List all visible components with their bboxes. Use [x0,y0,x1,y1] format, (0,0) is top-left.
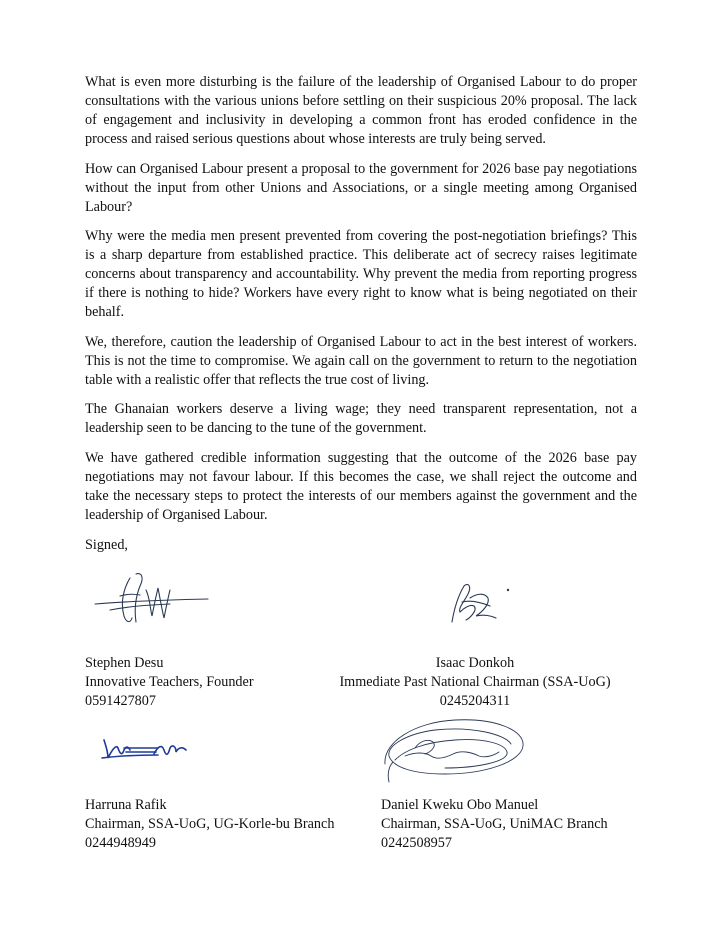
signatory-2-name: Isaac Donkoh [435,655,515,671]
signature-stephen-desu [90,568,220,630]
paragraph-5: The Ghanaian workers deserve a living wage; they need transparent representation, not a leadership seen to be dancing to the tune of the government. [85,401,637,436]
signatory-3-phone: 0244948949 [85,835,156,851]
signatory-1-name: Stephen Desu [85,655,164,671]
paragraph-2: How can Organised Labour present a proposal to the government for 2026 base pay negotiations without the input from other Unions and Associations, or a single meeting among Organised Labour? [85,160,637,215]
signatory-3-name: Harruna Rafik [85,797,167,813]
paragraph-6: We have gathered credible information suggesting that the outcome of the 2026 base pay negotiations may not favour labour. If this becomes the case, we shall reject the outcome and take the necessary steps to protect the interests of our members against the government and the leadership of Organised Labour. [85,449,637,523]
paragraph-4: We, therefore, caution the leadership of Organised Labour to act in the best interest of workers. This is not the time to compromise. We again call on the government to return to the negotiation table with a realistic offer that reflects the true cost of living. [85,333,637,388]
signatory-1 [85,654,254,711]
signatory-2 [330,654,620,711]
signatory-4-name: Daniel Kweku Obo Manuel [381,797,539,813]
letter-body [85,73,637,535]
signature-isaac-donkoh [440,578,520,628]
signature-daniel-manuel [375,712,535,787]
signatory-1-phone: 0591427807 [85,693,156,709]
signatory-4-title: Chairman, SSA-UoG, UniMAC Branch [381,816,608,832]
signatory-2-title: Immediate Past National Chairman (SSA-UoG) [339,674,611,690]
signatory-4-phone: 0242508957 [381,835,452,851]
signatory-3 [85,796,334,853]
signed-label: Signed, [85,537,128,553]
signatory-3-title: Chairman, SSA-UoG, UG-Korle-bu Branch [85,816,335,832]
signatory-1-title: Innovative Teachers, Founder [85,674,254,690]
paragraph-3: Why were the media men present prevented from covering the post-negotiation briefings? This is a sharp departure from established practice. This deliberate act of secrecy raises legitimate concerns about transparency and accountability. Why prevent the media from reporting progress if there is nothing to hide? Workers have every right to know what is being negotiated on their behalf. [85,228,637,320]
paragraph-1: What is even more disturbing is the failure of the leadership of Organised Labour to do proper consultations with the various unions before settling on their suspicious 20% proposal. The lack of engagement and inclusivity in developing a common front has eroded confidence in the process and raised serious questions about whose interests are truly being served. [85,74,637,147]
signatory-2-phone: 0245204311 [439,693,511,709]
signature-harruna-rafik [98,736,198,764]
signatory-4 [381,796,608,853]
